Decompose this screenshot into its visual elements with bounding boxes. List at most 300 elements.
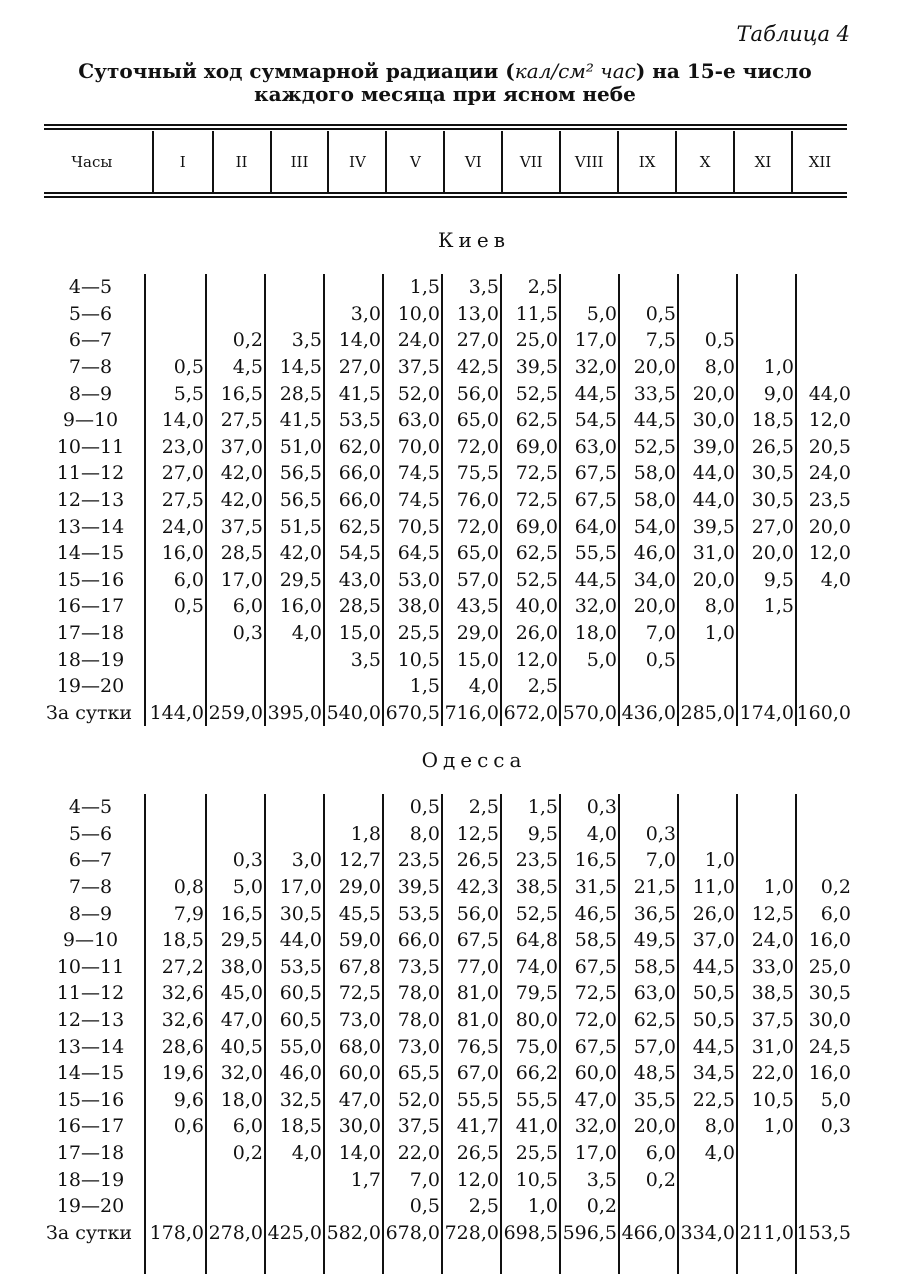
value-cell: 63,0 [397, 409, 440, 432]
hour-cell: 17—18 [56, 1142, 125, 1165]
value-cell: 9,6 [173, 1088, 204, 1111]
value-cell: 63,0 [574, 435, 617, 458]
title-line-1 [40, 60, 850, 83]
value-cell: 31,0 [692, 542, 735, 565]
table-row [44, 327, 864, 354]
header-month-6: VI [443, 131, 501, 192]
city-name: Киев [438, 228, 510, 252]
total-cell: 436,0 [621, 701, 676, 724]
value-cell: 52,0 [397, 1088, 440, 1111]
value-cell: 36,5 [633, 902, 676, 925]
value-cell: 77,0 [456, 955, 499, 978]
value-cell: 15,0 [456, 648, 499, 671]
value-cell: 27,0 [456, 329, 499, 352]
value-cell: 52,5 [515, 568, 558, 591]
value-cell: 18,5 [279, 1115, 322, 1138]
header-month-2: II [212, 131, 270, 192]
value-cell: 52,5 [633, 435, 676, 458]
value-cell: 60,0 [574, 1062, 617, 1085]
value-cell: 69,0 [515, 435, 558, 458]
value-cell: 37,5 [397, 1115, 440, 1138]
table-row [44, 646, 864, 673]
header-month-8: VIII [559, 131, 617, 192]
value-cell: 2,5 [468, 1195, 499, 1218]
value-cell: 7,5 [645, 329, 676, 352]
value-cell: 2,5 [527, 276, 558, 299]
table-row [44, 434, 864, 461]
header-hours: Часы [71, 152, 113, 171]
table-row [44, 540, 864, 567]
value-cell: 44,5 [633, 409, 676, 432]
value-cell: 64,8 [515, 929, 558, 952]
value-cell: 37,0 [220, 435, 263, 458]
value-cell: 12,0 [515, 648, 558, 671]
data-rows [44, 794, 864, 1246]
value-cell: 67,5 [574, 489, 617, 512]
value-cell: 70,5 [397, 515, 440, 538]
value-cell: 33,0 [751, 955, 794, 978]
total-cell: 540,0 [326, 701, 381, 724]
value-cell: 54,5 [574, 409, 617, 432]
table-row [44, 821, 864, 848]
value-cell: 32,0 [574, 1115, 617, 1138]
value-cell: 0,3 [645, 822, 676, 845]
value-cell: 16,0 [808, 929, 851, 952]
value-cell: 24,0 [808, 462, 851, 485]
value-cell: 62,5 [338, 515, 381, 538]
value-cell: 69,0 [515, 515, 558, 538]
table-row [44, 301, 864, 328]
hour-cell: 16—17 [56, 595, 125, 618]
header-month-3: III [270, 131, 328, 192]
value-cell: 40,0 [515, 595, 558, 618]
value-cell: 31,0 [751, 1035, 794, 1058]
value-cell: 39,0 [692, 435, 735, 458]
hour-cell: 4—5 [68, 276, 113, 299]
value-cell: 34,5 [692, 1062, 735, 1085]
value-cell: 0,3 [820, 1115, 851, 1138]
value-cell: 0,3 [586, 796, 617, 819]
column-rule [795, 274, 797, 726]
value-cell: 70,0 [397, 435, 440, 458]
value-cell: 31,5 [574, 876, 617, 899]
column-rule [441, 274, 443, 726]
value-cell: 32,0 [574, 356, 617, 379]
column-rule [323, 794, 325, 1274]
column-rule [500, 274, 502, 726]
value-cell: 62,5 [515, 409, 558, 432]
value-cell: 27,2 [161, 955, 204, 978]
value-cell: 56,0 [456, 902, 499, 925]
value-cell: 72,0 [456, 515, 499, 538]
value-cell: 34,0 [633, 568, 676, 591]
value-cell: 16,0 [808, 1062, 851, 1085]
value-cell: 7,0 [645, 849, 676, 872]
value-cell: 23,5 [397, 849, 440, 872]
value-cell: 10,5 [397, 648, 440, 671]
total-cell: 160,0 [796, 701, 851, 724]
value-cell: 44,5 [574, 382, 617, 405]
value-cell: 4,0 [291, 622, 322, 645]
value-cell: 68,0 [338, 1035, 381, 1058]
hour-cell: 15—16 [56, 1088, 125, 1111]
value-cell: 30,5 [808, 982, 851, 1005]
value-cell: 3,5 [350, 648, 381, 671]
value-cell: 11,5 [515, 302, 558, 325]
table-row [44, 1113, 864, 1140]
value-cell: 30,0 [338, 1115, 381, 1138]
value-cell: 6,0 [232, 1115, 263, 1138]
header-month-9: IX [617, 131, 675, 192]
value-cell: 32,0 [220, 1062, 263, 1085]
value-cell: 0,5 [173, 356, 204, 379]
value-cell: 22,5 [692, 1088, 735, 1111]
value-cell: 32,0 [574, 595, 617, 618]
value-cell: 27,5 [161, 489, 204, 512]
value-cell: 12,5 [456, 822, 499, 845]
value-cell: 35,5 [633, 1088, 676, 1111]
value-cell: 23,5 [515, 849, 558, 872]
value-cell: 60,5 [279, 1009, 322, 1032]
value-cell: 6,0 [232, 595, 263, 618]
value-cell: 20,0 [633, 595, 676, 618]
value-cell: 66,0 [338, 489, 381, 512]
value-cell: 43,5 [456, 595, 499, 618]
hour-cell: 13—14 [56, 1035, 125, 1058]
table-label: Таблица 4 [736, 22, 850, 46]
value-cell: 14,0 [161, 409, 204, 432]
value-cell: 72,5 [515, 489, 558, 512]
value-cell: 41,7 [456, 1115, 499, 1138]
value-cell: 16,0 [279, 595, 322, 618]
value-cell: 75,0 [515, 1035, 558, 1058]
value-cell: 1,5 [409, 675, 440, 698]
value-cell: 28,5 [279, 382, 322, 405]
total-cell: 425,0 [267, 1221, 322, 1244]
hour-cell: 6—7 [68, 849, 113, 872]
value-cell: 0,5 [704, 329, 735, 352]
header-bottom-rule [44, 192, 847, 194]
total-cell: 672,0 [503, 701, 558, 724]
column-header-row [44, 131, 847, 192]
value-cell: 3,5 [468, 276, 499, 299]
value-cell: 4,0 [468, 675, 499, 698]
total-cell: 144,0 [149, 701, 204, 724]
hour-cell: 5—6 [68, 302, 113, 325]
value-cell: 67,5 [574, 462, 617, 485]
value-cell: 29,0 [456, 622, 499, 645]
table-row [44, 847, 864, 874]
value-cell: 65,0 [456, 542, 499, 565]
total-cell: 582,0 [326, 1221, 381, 1244]
hour-cell: 14—15 [56, 1062, 125, 1085]
value-cell: 38,0 [397, 595, 440, 618]
value-cell: 0,3 [232, 622, 263, 645]
value-cell: 29,5 [220, 929, 263, 952]
column-rule [736, 794, 738, 1274]
title-units: кал/см² час [514, 59, 636, 83]
value-cell: 42,0 [279, 542, 322, 565]
value-cell: 10,5 [751, 1088, 794, 1111]
table-row [44, 1140, 864, 1167]
value-cell: 0,2 [586, 1195, 617, 1218]
value-cell: 49,5 [633, 929, 676, 952]
hour-cell: 8—9 [68, 382, 113, 405]
value-cell: 33,5 [633, 382, 676, 405]
value-cell: 38,5 [515, 876, 558, 899]
total-cell: 285,0 [680, 701, 735, 724]
value-cell: 3,5 [586, 1168, 617, 1191]
value-cell: 0,3 [232, 849, 263, 872]
header-month-7: VII [501, 131, 559, 192]
value-cell: 42,5 [456, 356, 499, 379]
value-cell: 58,0 [633, 462, 676, 485]
value-cell: 74,5 [397, 462, 440, 485]
value-cell: 23,0 [161, 435, 204, 458]
value-cell: 5,0 [586, 648, 617, 671]
value-cell: 28,5 [338, 595, 381, 618]
total-cell: 259,0 [208, 701, 263, 724]
value-cell: 66,0 [338, 462, 381, 485]
value-cell: 26,5 [751, 435, 794, 458]
value-cell: 8,0 [704, 356, 735, 379]
value-cell: 32,6 [161, 1009, 204, 1032]
section-odessa [44, 748, 864, 1246]
table-row [44, 513, 864, 540]
value-cell: 65,0 [456, 409, 499, 432]
value-cell: 46,0 [279, 1062, 322, 1085]
value-cell: 6,0 [173, 568, 204, 591]
value-cell: 20,0 [808, 515, 851, 538]
table-row [44, 673, 864, 700]
value-cell: 38,0 [220, 955, 263, 978]
value-cell: 6,0 [820, 902, 851, 925]
value-cell: 16,5 [220, 902, 263, 925]
value-cell: 9,5 [763, 568, 794, 591]
value-cell: 76,5 [456, 1035, 499, 1058]
value-cell: 73,0 [397, 1035, 440, 1058]
value-cell: 30,5 [279, 902, 322, 925]
value-cell: 37,5 [751, 1009, 794, 1032]
value-cell: 17,0 [574, 1142, 617, 1165]
column-rule [144, 274, 146, 726]
column-rule [382, 274, 384, 726]
column-rule [795, 794, 797, 1274]
value-cell: 67,5 [574, 1035, 617, 1058]
value-cell: 12,7 [338, 849, 381, 872]
value-cell: 28,5 [220, 542, 263, 565]
column-rule [618, 274, 620, 726]
value-cell: 67,0 [456, 1062, 499, 1085]
value-cell: 27,0 [161, 462, 204, 485]
value-cell: 44,5 [692, 1035, 735, 1058]
value-cell: 67,5 [574, 955, 617, 978]
value-cell: 3,0 [350, 302, 381, 325]
hour-cell: 10—11 [56, 435, 125, 458]
value-cell: 55,5 [456, 1088, 499, 1111]
value-cell: 58,5 [633, 955, 676, 978]
value-cell: 1,0 [763, 1115, 794, 1138]
value-cell: 20,0 [633, 1115, 676, 1138]
value-cell: 62,5 [633, 1009, 676, 1032]
value-cell: 20,0 [751, 542, 794, 565]
column-rule [500, 794, 502, 1274]
hour-cell: 7—8 [68, 356, 113, 379]
hour-cell: 12—13 [56, 489, 125, 512]
value-cell: 12,0 [808, 409, 851, 432]
value-cell: 1,0 [704, 622, 735, 645]
value-cell: 32,5 [279, 1088, 322, 1111]
value-cell: 0,2 [232, 329, 263, 352]
total-cell: 466,0 [621, 1221, 676, 1244]
column-rule [144, 794, 146, 1274]
total-cell: 178,0 [149, 1221, 204, 1244]
hour-cell: 7—8 [68, 876, 113, 899]
value-cell: 53,5 [397, 902, 440, 925]
value-cell: 44,0 [692, 462, 735, 485]
total-label: За сутки [46, 701, 133, 724]
hour-cell: 14—15 [56, 542, 125, 565]
value-cell: 32,6 [161, 982, 204, 1005]
value-cell: 54,0 [633, 515, 676, 538]
value-cell: 72,5 [338, 982, 381, 1005]
table-row [44, 1166, 864, 1193]
value-cell: 24,0 [751, 929, 794, 952]
value-cell: 66,0 [397, 929, 440, 952]
value-cell: 39,5 [397, 876, 440, 899]
value-cell: 47,0 [574, 1088, 617, 1111]
value-cell: 4,5 [232, 356, 263, 379]
value-cell: 79,5 [515, 982, 558, 1005]
column-rule [559, 794, 561, 1274]
value-cell: 53,0 [397, 568, 440, 591]
value-cell: 26,0 [692, 902, 735, 925]
value-cell: 10,0 [397, 302, 440, 325]
value-cell: 21,5 [633, 876, 676, 899]
total-cell: 334,0 [680, 1221, 735, 1244]
value-cell: 6,0 [645, 1142, 676, 1165]
value-cell: 75,5 [456, 462, 499, 485]
value-cell: 81,0 [456, 982, 499, 1005]
header-month-10: X [675, 131, 733, 192]
value-cell: 15,0 [338, 622, 381, 645]
total-cell: 698,5 [503, 1221, 558, 1244]
value-cell: 9,0 [763, 382, 794, 405]
value-cell: 19,6 [161, 1062, 204, 1085]
value-cell: 2,5 [468, 796, 499, 819]
value-cell: 18,5 [161, 929, 204, 952]
value-cell: 29,0 [338, 876, 381, 899]
value-cell: 26,5 [456, 849, 499, 872]
value-cell: 72,0 [574, 1009, 617, 1032]
column-rule [205, 794, 207, 1274]
value-cell: 7,9 [173, 902, 204, 925]
value-cell: 5,0 [586, 302, 617, 325]
value-cell: 0,5 [645, 302, 676, 325]
header-top-rule-2 [44, 128, 847, 130]
value-cell: 51,0 [279, 435, 322, 458]
value-cell: 53,5 [338, 409, 381, 432]
table-row [44, 620, 864, 647]
section-kiev [44, 228, 864, 726]
value-cell: 73,0 [338, 1009, 381, 1032]
title-part-1: Суточный ход суммарной радиации ( [78, 59, 515, 83]
value-cell: 50,5 [692, 982, 735, 1005]
table-row [44, 407, 864, 434]
value-cell: 4,0 [820, 568, 851, 591]
table-row [44, 487, 864, 514]
table-row [44, 354, 864, 381]
value-cell: 7,0 [645, 622, 676, 645]
hour-cell: 15—16 [56, 568, 125, 591]
column-rule [677, 794, 679, 1274]
value-cell: 63,0 [633, 982, 676, 1005]
value-cell: 1,5 [763, 595, 794, 618]
total-cell: 211,0 [739, 1221, 794, 1244]
total-row [44, 700, 864, 727]
value-cell: 56,0 [456, 382, 499, 405]
value-cell: 74,5 [397, 489, 440, 512]
value-cell: 29,5 [279, 568, 322, 591]
value-cell: 59,0 [338, 929, 381, 952]
value-cell: 0,5 [409, 1195, 440, 1218]
value-cell: 74,0 [515, 955, 558, 978]
value-cell: 25,0 [808, 955, 851, 978]
value-cell: 57,0 [456, 568, 499, 591]
column-rule [736, 274, 738, 726]
total-cell: 570,0 [562, 701, 617, 724]
column-rule [382, 794, 384, 1274]
value-cell: 42,3 [456, 876, 499, 899]
value-cell: 10,5 [515, 1168, 558, 1191]
value-cell: 12,0 [808, 542, 851, 565]
value-cell: 72,5 [574, 982, 617, 1005]
total-cell: 678,0 [385, 1221, 440, 1244]
value-cell: 3,5 [291, 329, 322, 352]
value-cell: 28,6 [161, 1035, 204, 1058]
header-top-rule [44, 124, 847, 126]
value-cell: 1,8 [350, 822, 381, 845]
total-cell: 278,0 [208, 1221, 263, 1244]
value-cell: 67,8 [338, 955, 381, 978]
value-cell: 50,5 [692, 1009, 735, 1032]
value-cell: 30,5 [751, 462, 794, 485]
header-month-4: IV [327, 131, 385, 192]
value-cell: 62,5 [515, 542, 558, 565]
hour-cell: 17—18 [56, 622, 125, 645]
total-cell: 153,5 [796, 1221, 851, 1244]
value-cell: 46,0 [633, 542, 676, 565]
value-cell: 8,0 [409, 822, 440, 845]
hour-cell: 6—7 [68, 329, 113, 352]
title-line-2: каждого месяца при ясном небе [254, 82, 636, 106]
value-cell: 30,0 [692, 409, 735, 432]
value-cell: 20,0 [692, 382, 735, 405]
value-cell: 53,5 [279, 955, 322, 978]
title-part-2: ) на 15-е число [635, 59, 812, 83]
value-cell: 44,0 [692, 489, 735, 512]
hour-cell: 18—19 [56, 648, 125, 671]
total-label: За сутки [46, 1221, 133, 1244]
value-cell: 25,5 [515, 1142, 558, 1165]
hour-cell: 4—5 [68, 796, 113, 819]
hour-cell: 11—12 [56, 982, 125, 1005]
value-cell: 0,5 [409, 796, 440, 819]
header-month-12: XII [791, 131, 847, 192]
value-cell: 72,5 [515, 462, 558, 485]
value-cell: 24,5 [808, 1035, 851, 1058]
value-cell: 66,2 [515, 1062, 558, 1085]
